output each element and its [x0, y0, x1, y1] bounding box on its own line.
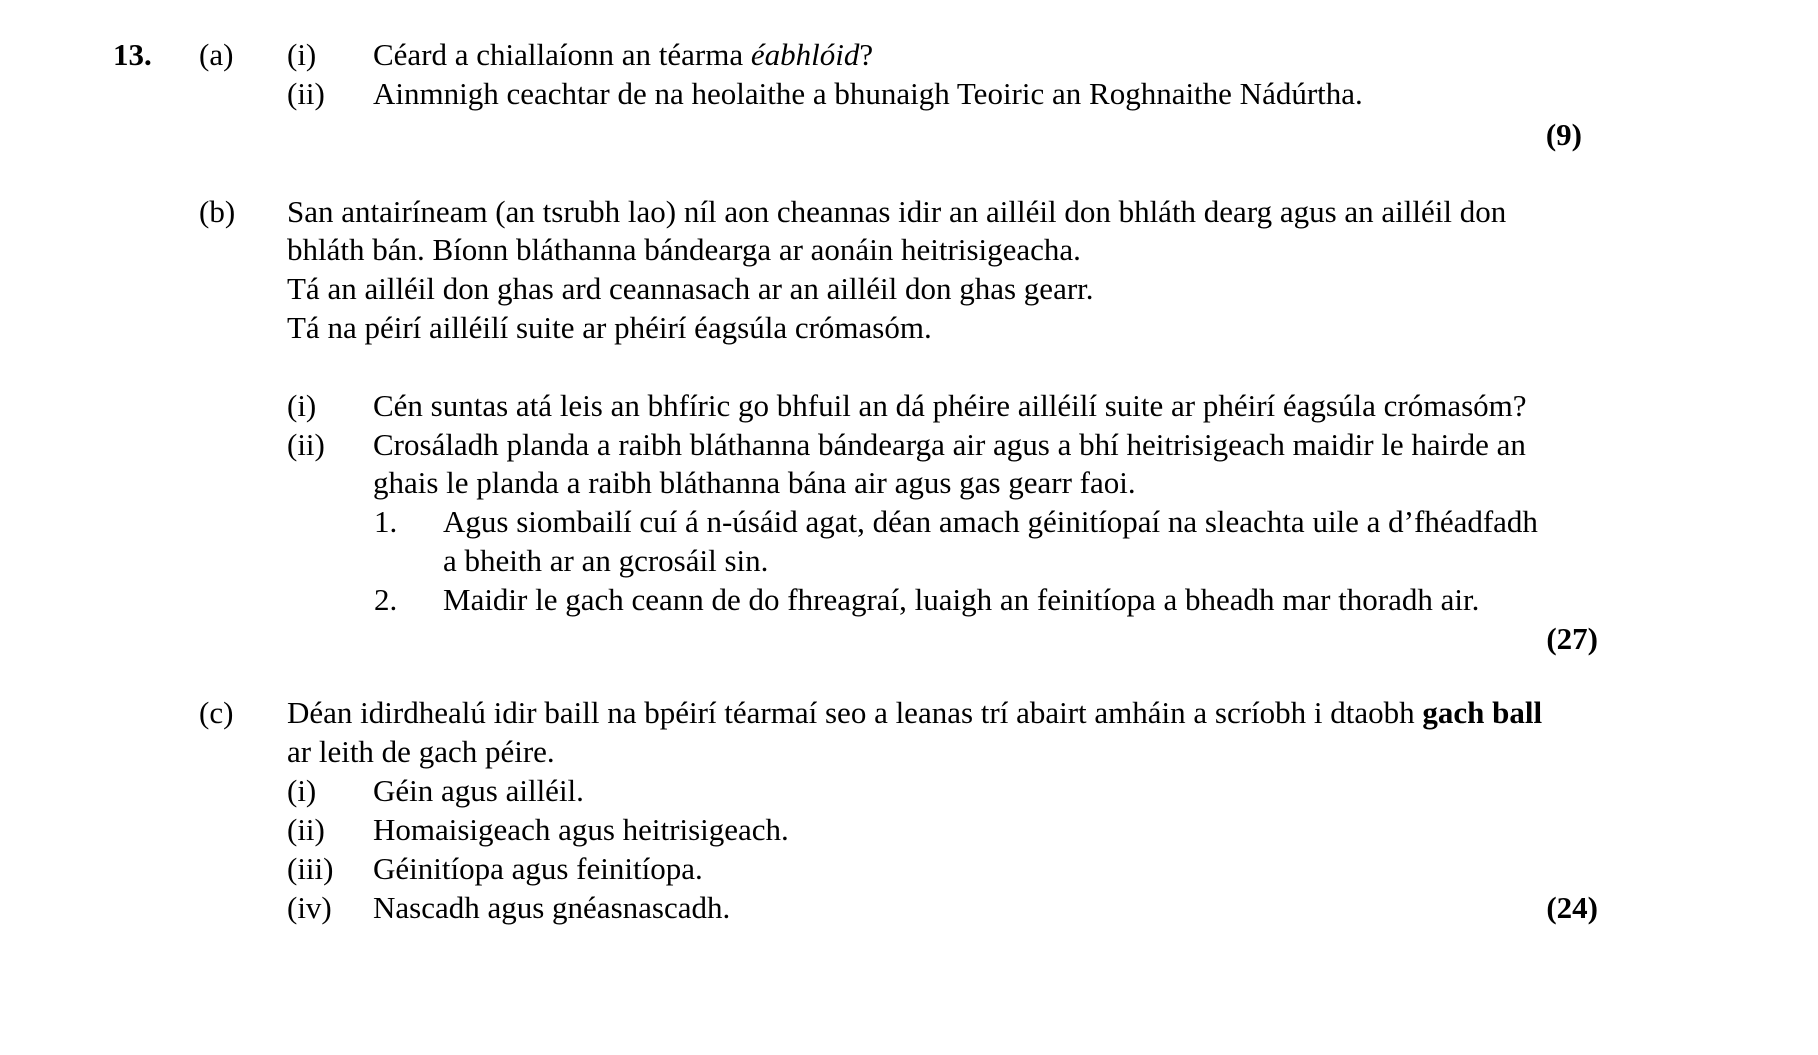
part-a-i-text [373, 36, 873, 74]
part-c-i-text: Géin agus ailléil. [373, 773, 584, 808]
part-b-intro-line-1: San antairíneam (an tsrubh lao) níl aon cheannas idir an ailléil don bhláth dearg agus an ailléil don [287, 194, 1507, 229]
part-b-ii-2-text: Maidir le gach ceann de do fhreagraí, luaigh an feinitíopa a bheadh mar thoradh air. [443, 582, 1480, 617]
question-number: 13. [113, 37, 152, 72]
part-a-marks: (9) [1545, 117, 1582, 152]
part-b-ii-1-text-line-2: a bheith ar an gcrosáil sin. [443, 543, 769, 578]
part-c-intro-line-2: ar leith de gach péire. [287, 734, 555, 769]
part-a-i-label: (i) [287, 37, 317, 72]
part-c-marks: (24) [1546, 890, 1598, 925]
part-c-intro-bold: gach ball [1422, 695, 1543, 730]
part-b-intro-line-4: Tá na péirí ailléilí suite ar phéirí éagsúla crómasóm. [287, 310, 932, 345]
part-a-i-text-after: ? [859, 37, 874, 72]
part-c-label: (c) [199, 695, 234, 730]
part-b-intro-line-3: Tá an ailléil don ghas ard ceannasach ar an ailléil don ghas gearr. [287, 271, 1094, 306]
part-b-ii-1-text-line-1: Agus siombailí cuí á n-úsáid agat, déan amach géinitíopaí na sleachta uile a d’fhéadfadh [443, 504, 1538, 539]
part-b-i-text: Cén suntas atá leis an bhfíric go bhfuil an dá phéire ailléilí suite ar phéirí éagsúla crómasóm? [373, 388, 1527, 423]
part-b-marks: (27) [1546, 621, 1598, 656]
part-b-ii-text-line-1: Crosáladh planda a raibh bláthanna bándearga air agus a bhí heitrisigeach maidir le hairde an [373, 427, 1526, 462]
part-b-i-label: (i) [287, 388, 317, 423]
part-a-i-text-before: Céard a chiallaíonn an téarma [373, 37, 751, 72]
part-c-intro-regular: Déan idirdhealú idir baill na bpéirí téarmaí seo a leanas trí abairt amháin a scríobh i dtaobh [287, 695, 1423, 730]
part-c-iii-text: Géinitíopa agus feinitíopa. [373, 851, 703, 886]
part-c-i-label: (i) [287, 773, 317, 808]
part-b-ii-label: (ii) [287, 427, 325, 462]
part-a-ii-label: (ii) [287, 76, 325, 111]
part-a-label: (a) [199, 37, 234, 72]
part-b-ii-2-label: 2. [374, 582, 398, 617]
part-b-intro-line-2: bhláth bán. Bíonn bláthanna bándearga ar aonáin heitrisigeacha. [287, 232, 1081, 267]
part-c-ii-label: (ii) [287, 812, 325, 847]
part-c-iii-label: (iii) [287, 851, 334, 886]
part-b-ii-1-label: 1. [374, 504, 398, 539]
part-c-iv-text: Nascadh agus gnéasnascadh. [373, 890, 731, 925]
part-a-ii-text: Ainmnigh ceachtar de na heolaithe a bhunaigh Teoiric an Roghnaithe Nádúrtha. [373, 76, 1363, 111]
part-b-ii-text-line-2: ghais le planda a raibh bláthanna bána air agus gas gearr faoi. [373, 465, 1136, 500]
part-c-intro-line-1 [287, 694, 1542, 732]
part-b-label: (b) [199, 194, 236, 229]
term-evolution: éabhlóid [750, 37, 860, 72]
part-c-iv-label: (iv) [287, 890, 332, 925]
part-c-ii-text: Homaisigeach agus heitrisigeach. [373, 812, 789, 847]
